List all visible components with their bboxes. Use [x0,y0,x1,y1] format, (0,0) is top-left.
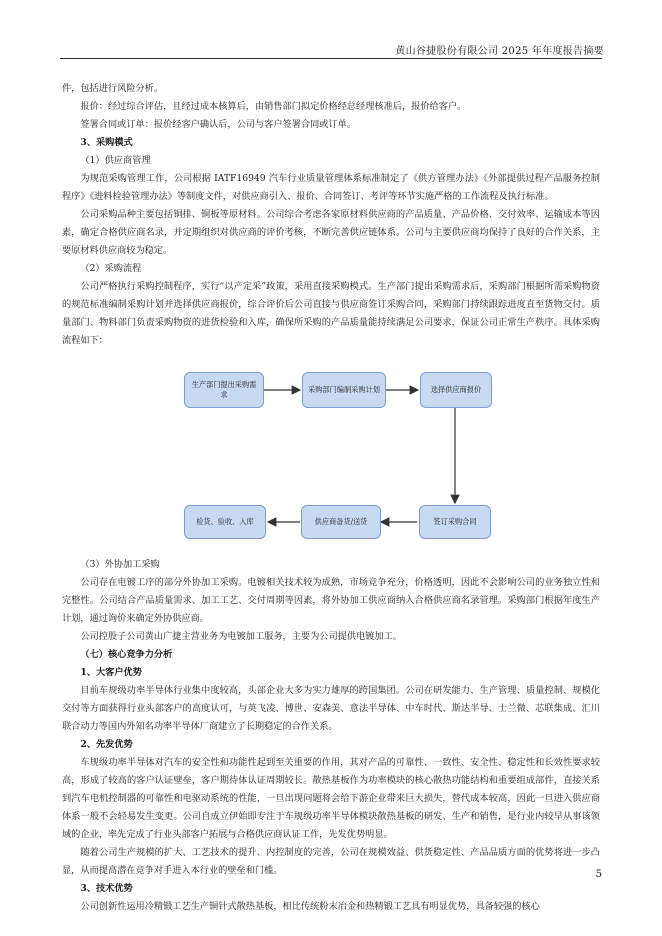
section-heading: 3、采购模式 [80,137,133,148]
flow-node-inspection-storage: 检货、验收、入库 [184,505,266,539]
flow-node-supplier-quote: 选择供应商报价 [420,372,492,408]
page-header: 黄山谷捷股份有限公司 2025 年年度报告摘要 [395,46,604,57]
section-heading: 2、先发优势 [80,739,133,750]
paragraph: 目前车规级功率半导体行业集中度较高，头部企业大多为实力雄厚的跨国集团。公司在研发能力、生产管理、质量控制、规模化交付等方面获得行业头部客户的高度认可，与英飞凌、博世、安森美、意法半导体、中车时代、斯达半导、士兰微、芯联集成、汇川联合动力等国内外知名功率半导体厂商建立了长期稳定的合作关系。 [62,685,600,732]
paragraph: 公司控股子公司黄山广捷主营业务为电镀加工服务，主要为公司提供电镀加工。 [80,631,402,642]
flow-node-purchase-plan: 采购部门编制采购计划 [302,372,386,408]
paragraph: 报价：经过综合评估，且经过成本核算后，由销售部门拟定价格经总经理核准后，报价给客户。 [80,101,467,112]
page-number: 5 [595,869,602,880]
paragraph: 公司采购品种主要包括铜排、铜板等原材料。公司综合考虑各家原材料供应商的产品质量、产品价格、交付效率、运输成本等因素，确定合格供应商名录，并定期组织对供应商的评价考核，不断完善供应链体系。公司与主要供应商均保持了良好的合作关系，主要原材料供应商较为稳定。 [62,209,600,256]
flow-node-purchase-request: 生产部门提出采购需求 [184,372,264,408]
paragraph: 随着公司生产规模的扩大、工艺技术的提升、内控制度的完善，公司在规模效益、供货稳定性、产品品质方面的优势将进一步凸显，从而提高潜在竞争对手进入本行业的壁垒和门槛。 [62,847,600,876]
section-heading: （七）核心竞争力分析 [80,649,173,660]
procurement-flowchart [62,356,600,550]
section-heading: 1、大客户优势 [80,667,142,678]
flow-node-sign-contract: 签订采购合同 [419,505,491,539]
flow-node-supplier-delivery: 供应商备货/送货 [301,505,381,539]
subsection-heading: （3）外协加工采购 [80,559,160,570]
section-heading: 3、技术优势 [80,883,133,894]
paragraph: 签署合同或订单：报价经客户确认后，公司与客户签署合同或订单。 [80,119,357,130]
document-body [62,80,600,916]
paragraph: 公司严格执行采购控制程序，实行“以产定采”政策，采用直接采购模式。生产部门提出采购需求后，采购部门根据所需采购物资的规范标准编制采购计划并选择供应商报价，综合评价后公司直接与供应商签订采购合同，采购部门持续跟踪进度直至货物交付。质量部门、物料部门负责采购物资的进货检验和入库，确保所采购的产品质量能持续满足公司要求，保证公司正常生产秩序。具体采购流程如下： [62,281,600,346]
paragraph: 为规范采购管理工作，公司根据 IATF16949 汽车行业质量管理体系标准制定了《供方管理办法》《外部提供过程产品服务控制程序》《进料检验管理办法》等制度文件，对供应商引入、报价、合同签订、考评等环节实施严格的工作流程及执行标准。 [62,173,600,202]
paragraph: 件，包括进行风险分析。 [62,83,164,94]
subsection-heading: （2）采购流程 [80,263,142,274]
header-rule [60,58,602,59]
subsection-heading: （1）供应商管理 [80,155,151,166]
paragraph: 车规级功率半导体对汽车的安全性和功能性起到至关重要的作用，其对产品的可靠性、一致性、安全性、稳定性和长效性要求较高，形成了较高的客户认证壁垒，客户期待体认证周期较长。散热基板作为功率模块的核心散热功能结构和重要组成部件，直接关系到汽车电机控制器的可靠性和电驱动系统的性能，一旦出现问题将会给下游企业带来巨大损失，替代成本较高，因此一旦进入供应商体系一般不会轻易发生变更。公司自成立伊始即专注于车规级功率半导体模块散热基板的研发、生产和销售，是行业内较早从事该领域的企业，率先完成了行业头部客户拓展与合格供应商认证工作，先发优势明显。 [62,757,600,840]
paragraph: 公司存在电镀工序的部分外协加工采购。电镀相关技术较为成熟，市场竞争充分，价格透明，因此不会影响公司的业务独立性和完整性。公司结合产品质量需求、加工工艺、交付周期等因素，将外协加工供应商纳入合格供应商名录管理。采购部门根据年度生产计划，通过询价来确定外协供应商。 [62,577,600,624]
paragraph: 公司创新性运用冷精锻工艺生产铜针式散热基板，相比传统粉末冶金和热精锻工艺具有明显优势，具备较强的核心 [80,901,540,912]
